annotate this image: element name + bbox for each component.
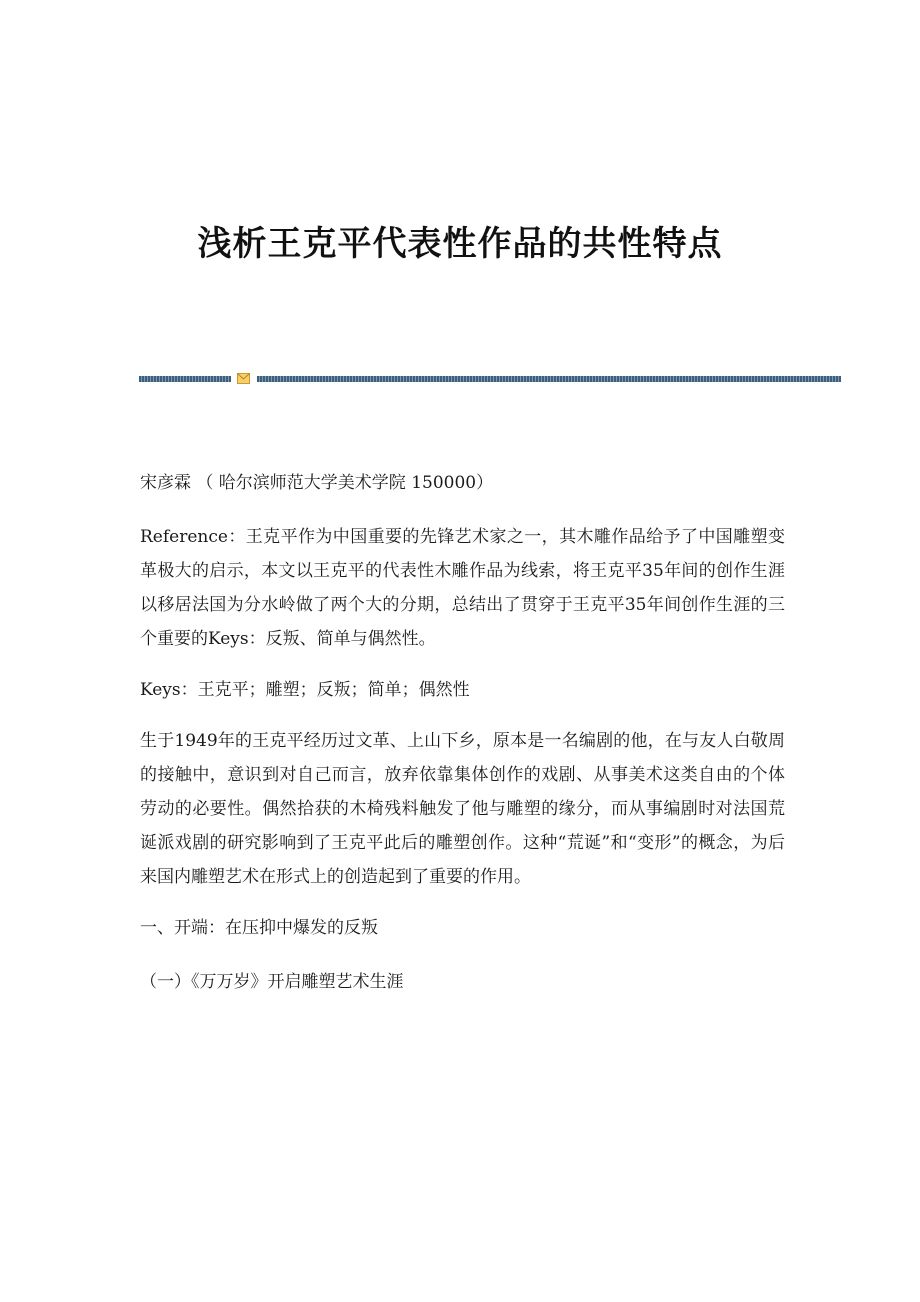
envelope-icon bbox=[237, 373, 250, 384]
divider-bar-right bbox=[257, 376, 841, 382]
title-divider bbox=[139, 373, 841, 385]
keywords-line: Keys：王克平；雕塑；反叛；简单；偶然性 bbox=[140, 680, 470, 700]
abstract-paragraph: Reference：王克平作为中国重要的先锋艺术家之一，其木雕作品给予了中国雕塑变革极大的启示，本文以王克平的代表性木雕作品为线索，将王克平35年间的创作生涯以移居法国为分水岭做了两个大的分期，总结出了贯穿于王克平35年间创作生涯的三个重要的Keys：反叛、简单与偶然性。 bbox=[140, 527, 785, 649]
document-body bbox=[140, 466, 785, 1016]
body-paragraph: 生于1949年的王克平经历过文革、上山下乡，原本是一名编剧的他，在与友人白敬周的接触中，意识到对自己而言，放弃依靠集体创作的戏剧、从事美术这类自由的个体劳动的必要性。偶然拾获的木椅残料触发了他与雕塑的缘分，而从事编剧时对法国荒诞派戏剧的研究影响到了王克平此后的雕塑创作。这种“荒诞”和“变形”的概念，为后来国内雕塑艺术在形式上的创造起到了重要的作用。 bbox=[140, 731, 785, 887]
author-line: 宋彦霖 （ 哈尔滨师范大学美术学院 150000） bbox=[140, 473, 494, 493]
subsection-heading: （一）《万万岁》开启雕塑艺术生涯 bbox=[140, 972, 404, 992]
divider-bar-left bbox=[139, 376, 231, 382]
document-title: 浅析王克平代表性作品的共性特点 bbox=[197, 224, 723, 264]
section-heading: 一、开端：在压抑中爆发的反叛 bbox=[140, 918, 378, 938]
